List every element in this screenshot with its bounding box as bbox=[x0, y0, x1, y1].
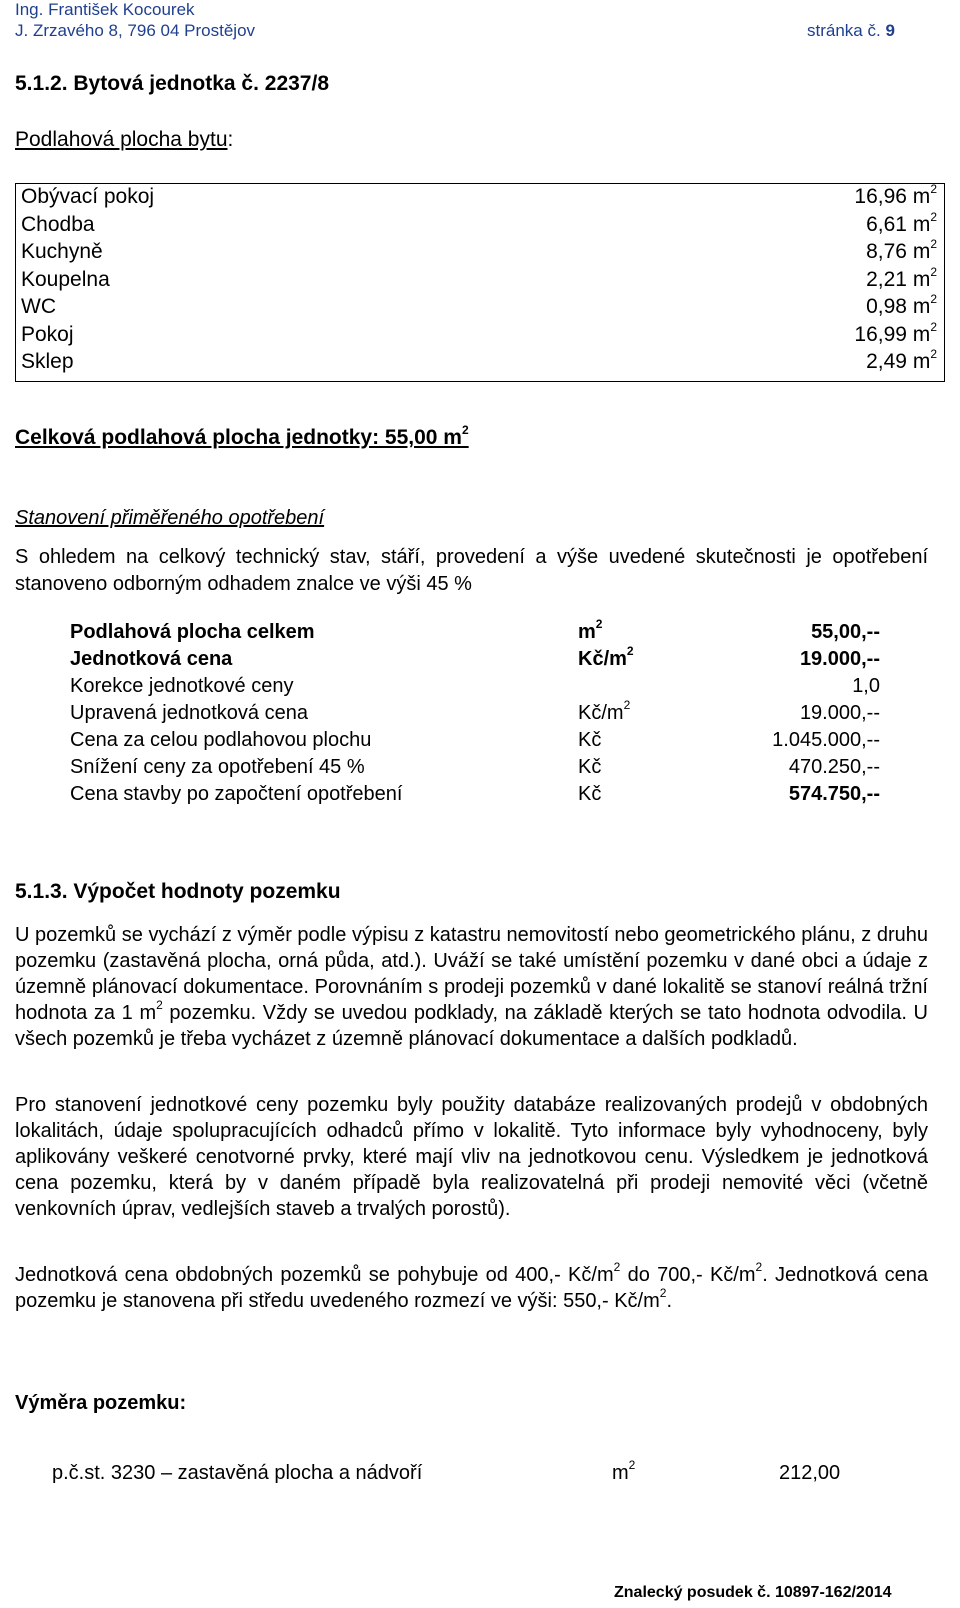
room-row bbox=[15, 348, 945, 376]
floor-area-heading bbox=[15, 128, 233, 152]
rooms-table bbox=[15, 183, 945, 376]
calc-value: 1.045.000,-- bbox=[772, 729, 880, 751]
room-area-sup: 2 bbox=[930, 347, 937, 362]
calc-row bbox=[70, 756, 930, 783]
section-heading-512: 5.1.2. Bytová jednotka č. 2237/8 bbox=[15, 72, 329, 95]
calc-unit-sup: 2 bbox=[626, 644, 634, 659]
calc-label: Podlahová plocha celkem bbox=[70, 621, 315, 643]
room-area-value: 2,49 m bbox=[866, 350, 931, 374]
calc-unit bbox=[578, 698, 631, 725]
room-area-value: 0,98 m bbox=[866, 295, 931, 319]
area-heading: Výměra pozemku: bbox=[15, 1392, 187, 1414]
land-paragraph-2 bbox=[15, 1092, 928, 1222]
land-paragraph-1 bbox=[15, 922, 928, 1052]
room-name: Obývací pokoj bbox=[21, 185, 155, 209]
land-paragraph-3-part-c: . Jednotková cena pozemku je stanovena při středu uvedeného rozmezí ve výši: 550,- Kč/m bbox=[15, 1264, 928, 1312]
calc-value: 55,00,-- bbox=[811, 621, 880, 643]
land-paragraph-1-part-b: pozemku. Vždy se uvedou podklady, na základě kterých se tato hodnota odvodila. U všech pozemků je třeba vycházet z územně plánovací dokumentace a dalších podkladů. bbox=[15, 1002, 929, 1050]
room-name: Pokoj bbox=[21, 322, 74, 346]
room-area bbox=[573, 321, 945, 349]
calc-row bbox=[70, 675, 930, 702]
calc-unit-text: Kč bbox=[578, 756, 602, 778]
room-area-sup: 2 bbox=[930, 264, 937, 279]
header-author: Ing. František Kocourek bbox=[15, 0, 195, 19]
page-indicator bbox=[807, 21, 895, 41]
calc-unit-text: Kč bbox=[578, 783, 602, 805]
calc-value: 19.000,-- bbox=[799, 648, 880, 670]
land-paragraph-3-sup-1: 2 bbox=[613, 1260, 621, 1275]
calc-value: 1,0 bbox=[852, 675, 880, 697]
room-area-value: 16,99 m bbox=[854, 322, 931, 346]
calc-label: Cena stavby po započtení opotřebení bbox=[70, 783, 403, 805]
room-row bbox=[15, 321, 945, 349]
parcel-value: 212,00 bbox=[779, 1462, 841, 1484]
total-floor-area-text: Celková podlahová plocha jednotky: 55,00 m bbox=[15, 426, 462, 449]
room-area bbox=[573, 266, 945, 294]
room-name: Chodba bbox=[21, 212, 95, 236]
calc-unit bbox=[578, 729, 601, 752]
wear-text bbox=[15, 544, 928, 598]
calc-label: Jednotková cena bbox=[70, 648, 233, 670]
room-area bbox=[573, 293, 945, 321]
calc-unit-sup: 2 bbox=[595, 617, 603, 632]
parcel-unit-text: m bbox=[612, 1462, 629, 1484]
land-paragraph-3-part-d: . bbox=[666, 1290, 673, 1312]
calc-value: 470.250,-- bbox=[788, 756, 880, 778]
wear-heading: Stanovení přiměřeného opotřebení bbox=[15, 507, 325, 529]
land-paragraph-1-part-a: U pozemků se vychází z výměr podle výpisu z katastru nemovitostí nebo geometrického plánu, z druhu pozemku (zastavěná plocha, orná půda, atd.). Uváží se také umístění pozemku v dané obci a údaje z územně plánovací dokumentace. Porovnáním s prodeji pozemků v dané lokalitě se stanoví reálná tržní hodnota za 1 m bbox=[15, 924, 928, 1024]
land-paragraph-1-sup: 2 bbox=[156, 998, 163, 1013]
room-name: Kuchyně bbox=[21, 240, 103, 264]
calc-row bbox=[70, 729, 930, 756]
total-floor-area-sup: 2 bbox=[461, 423, 469, 437]
room-area-value: 8,76 m bbox=[866, 240, 931, 264]
room-area-value: 16,96 m bbox=[854, 185, 931, 209]
land-paragraph-2-text: Pro stanovení jednotkové ceny pozemku byly použity databáze realizovaných prodejů v obdobných lokalitách, údaje spolupracujících odhadců přímo v lokalitě. Tyto informace byly vyhodnoceny, byly aplikovány veškeré cenotvorné prvky, které mají vliv na jednotkovou cenu. Výsledkem je jednotková cena pozemku, která by v daném případě byla realizovatelná při prodeji nemovité věci (včetně venkovních úprav, vedlejších staveb a trvalých porostů). bbox=[15, 1094, 928, 1220]
calc-unit bbox=[578, 617, 603, 644]
room-area-value: 2,21 m bbox=[866, 267, 931, 291]
calc-unit-text: Kč/m bbox=[578, 702, 624, 724]
footer-text: Znalecký posudek č. 10897-162/2014 bbox=[614, 1584, 892, 1601]
section-heading-513: 5.1.3. Výpočet hodnoty pozemku bbox=[15, 880, 341, 903]
calc-unit-text: m bbox=[578, 621, 596, 643]
room-area-sup: 2 bbox=[930, 182, 937, 197]
room-row bbox=[15, 266, 945, 294]
room-area bbox=[573, 183, 945, 211]
land-paragraph-1-text bbox=[15, 922, 928, 1052]
room-row bbox=[15, 211, 945, 239]
land-paragraph-3-text bbox=[15, 1262, 928, 1314]
calc-value: 19.000,-- bbox=[799, 702, 880, 724]
room-row bbox=[15, 293, 945, 321]
wear-paragraph: S ohledem na celkový technický stav, stáří, provedení a výše uvedené skutečnosti je opotřebení stanoveno odborným odhadem znalce ve výši 45 % bbox=[15, 546, 928, 595]
calc-value: 574.750,-- bbox=[788, 783, 880, 805]
room-area-sup: 2 bbox=[930, 292, 937, 307]
land-paragraph-3-part-b: do 700,- Kč/m bbox=[620, 1264, 756, 1286]
room-area bbox=[573, 238, 945, 266]
parcel-unit-sup: 2 bbox=[628, 1458, 636, 1473]
room-area-value: 6,61 m bbox=[866, 212, 931, 236]
calc-row bbox=[70, 698, 930, 729]
calc-unit-text: Kč/m bbox=[578, 648, 627, 670]
floor-area-colon: : bbox=[227, 128, 234, 151]
header-address: J. Zrzavého 8, 796 04 Prostějov bbox=[15, 21, 256, 40]
calc-label: Korekce jednotkové ceny bbox=[70, 675, 294, 697]
land-paragraph-3-sup-2: 2 bbox=[755, 1260, 763, 1275]
calc-unit-text: Kč bbox=[578, 729, 602, 751]
calc-unit bbox=[578, 644, 634, 671]
land-paragraph-3-sup-3: 2 bbox=[659, 1286, 667, 1301]
room-name: Koupelna bbox=[21, 267, 110, 291]
floor-area-heading-text: Podlahová plocha bytu bbox=[15, 128, 228, 151]
parcel-label: p.č.st. 3230 – zastavěná plocha a nádvoří bbox=[52, 1462, 423, 1484]
room-area-sup: 2 bbox=[930, 209, 937, 224]
room-row bbox=[15, 183, 945, 211]
calc-label: Snížení ceny za opotřebení 45 % bbox=[70, 756, 365, 778]
parcel-unit bbox=[612, 1458, 636, 1485]
page-number: 9 bbox=[885, 21, 895, 40]
total-floor-area bbox=[15, 423, 469, 450]
room-row bbox=[15, 238, 945, 266]
room-area-sup: 2 bbox=[930, 237, 937, 252]
page-label: stránka č. bbox=[807, 21, 881, 40]
calc-label: Cena za celou podlahovou plochu bbox=[70, 729, 372, 751]
land-paragraph-3-part-a: Jednotková cena obdobných pozemků se pohybuje od 400,- Kč/m bbox=[15, 1264, 614, 1286]
room-area bbox=[573, 211, 945, 239]
calc-unit bbox=[578, 783, 601, 806]
room-name: Sklep bbox=[21, 350, 74, 374]
calc-row bbox=[70, 617, 930, 648]
calc-unit-sup: 2 bbox=[623, 698, 631, 713]
land-paragraph-3 bbox=[15, 1262, 928, 1314]
room-area bbox=[573, 348, 945, 376]
calc-row bbox=[70, 644, 930, 675]
room-area-sup: 2 bbox=[930, 319, 937, 334]
calc-unit bbox=[578, 756, 601, 779]
calc-label: Upravená jednotková cena bbox=[70, 702, 308, 724]
room-name: WC bbox=[21, 295, 56, 319]
calc-row bbox=[70, 783, 930, 810]
